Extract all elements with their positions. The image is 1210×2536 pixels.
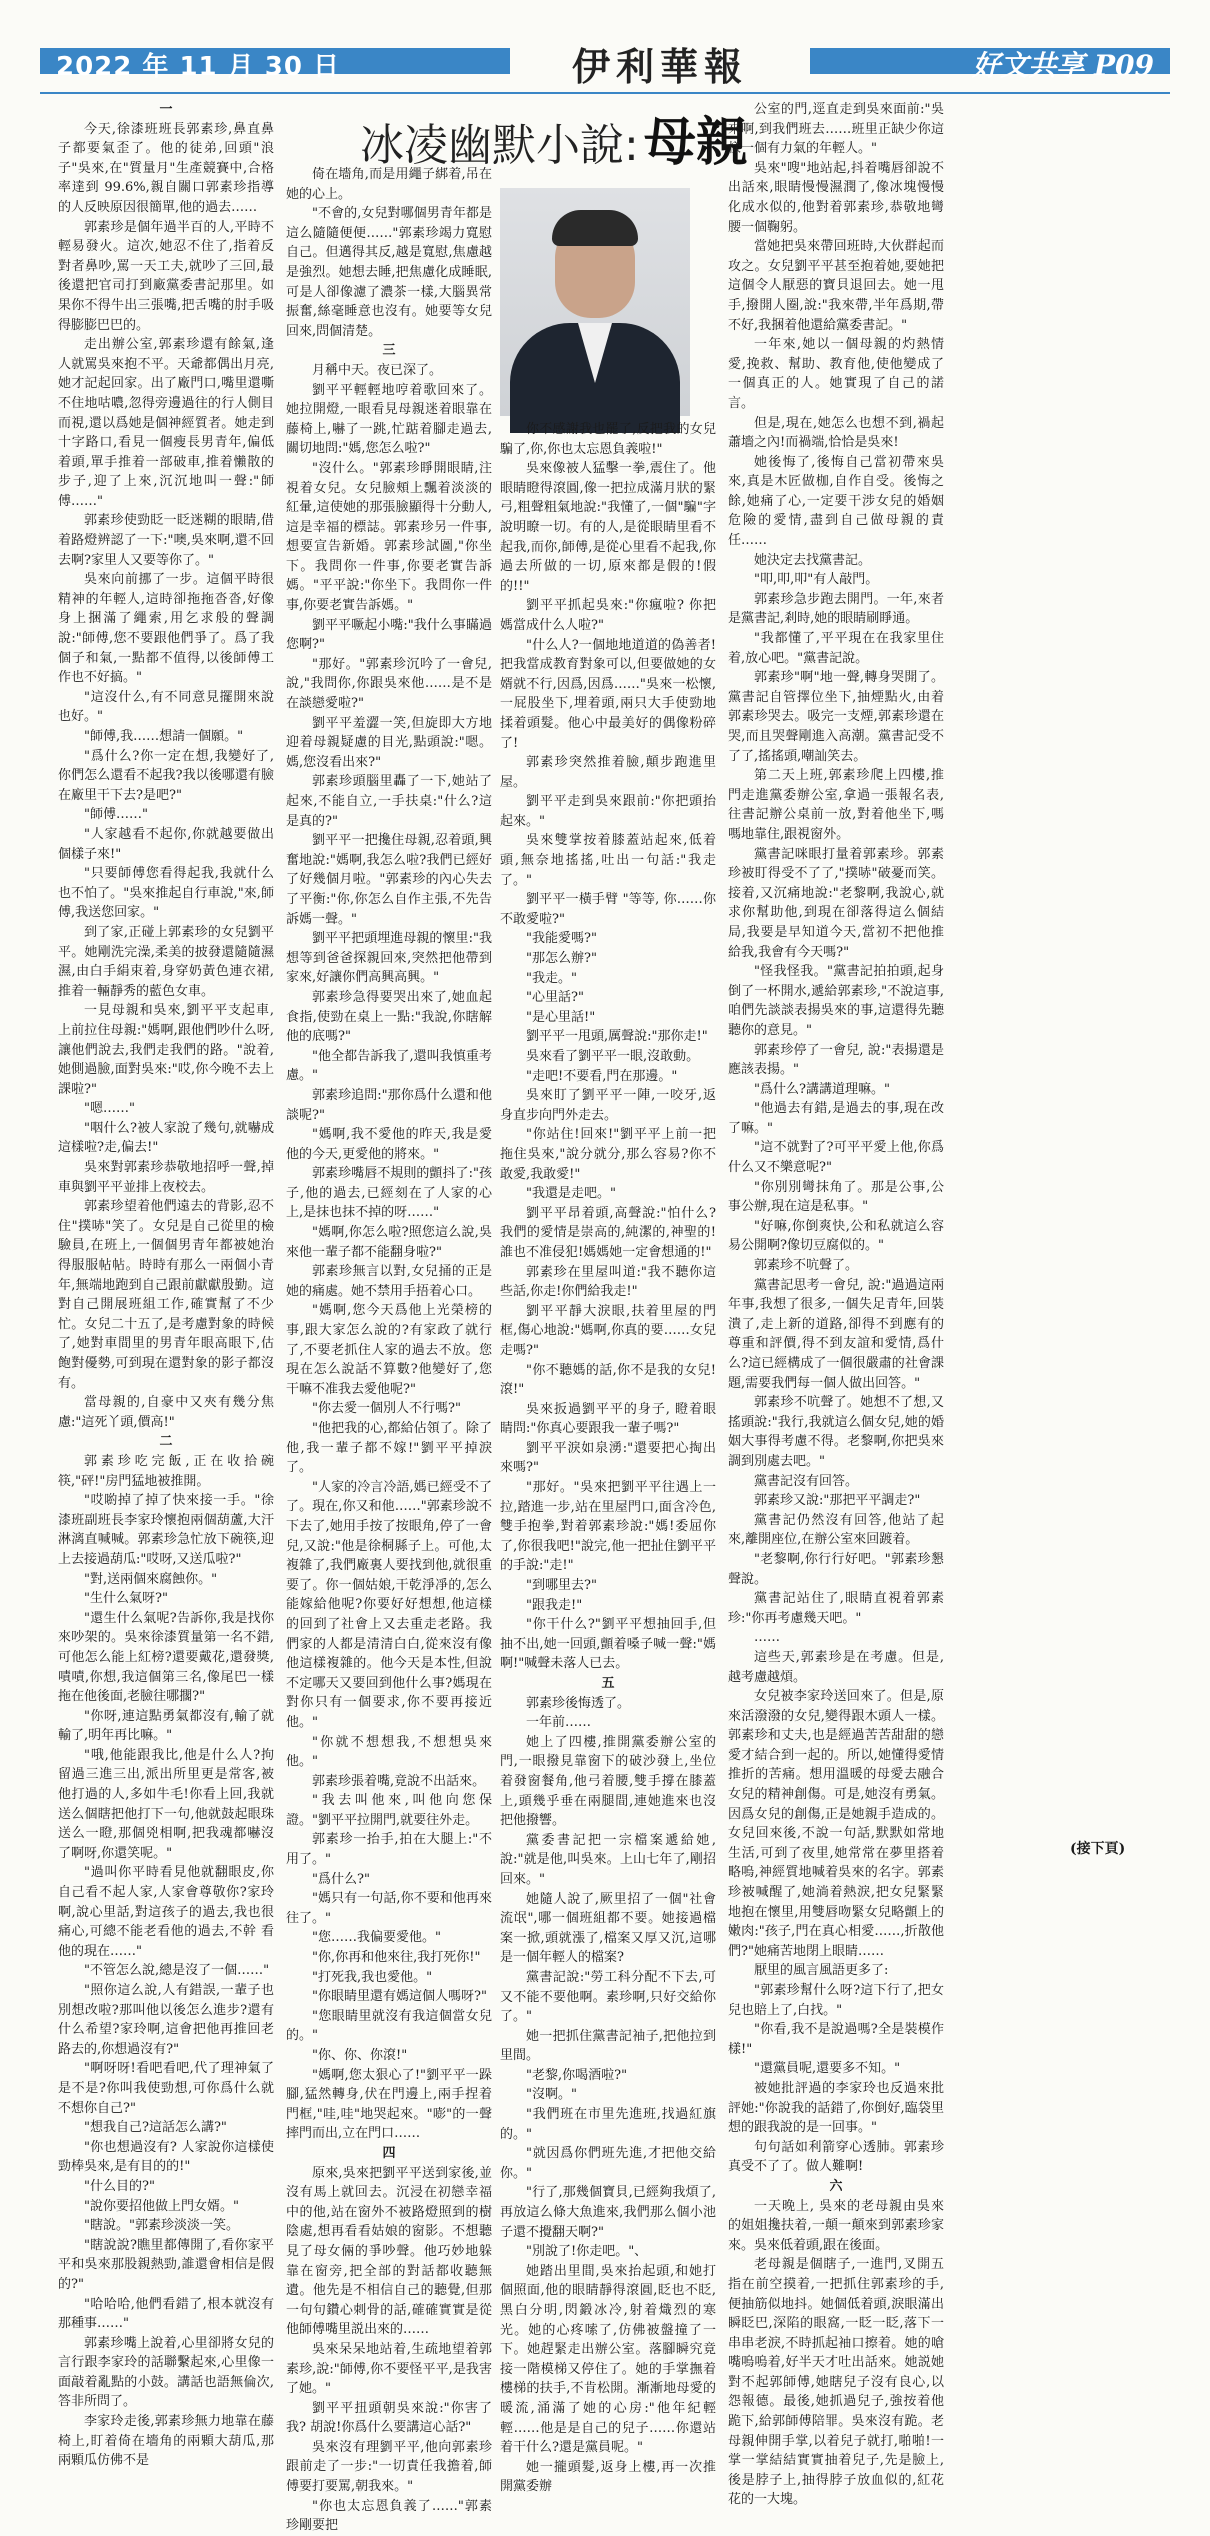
paragraph: 劉平平昂着頭,高聲說:"怕什么?我們的愛情是崇高的,純潔的,神聖的!誰也不准侵犯!媽媽她一定會想通的!" — [500, 1205, 716, 1260]
paragraph: "郭素珍幫什么呀?這下行了,把女兒也賠上了,白找。" — [728, 1983, 944, 2018]
paragraph: "你呀,連這點勇氣都沒有,輸了就輸了,明年再比嘛。" — [58, 1708, 274, 1744]
paragraph: 她決定去找黨書記。 — [754, 552, 872, 568]
paragraph: 吳來盯了劉平平一陣,一咬牙,返身直步向門外走去。 — [500, 1088, 716, 1123]
paragraph: 郭素珍急得要哭出來了,她血起食指,使勁在桌上一點:"我說,你瞎解他的底嗎?" — [286, 989, 492, 1045]
paragraph: "你看,我不是說過嗎?全是裝模作樣!" — [728, 2022, 944, 2057]
paragraph: "什么人?一個地地道道的偽善者!把我當成教育對象可以,但要做她的女婿就不行,因爲,因爲……"吳來一松懷,一屁股坐下,埋着頭,兩只大手使勁地揉着頭髮。他心中最美好的偶像粉碎了! — [500, 637, 716, 751]
paragraph: "是心里話!" — [526, 1009, 596, 1025]
paragraph: "媽啊,您今天爲他上光榮榜的事,跟大家怎么說的?有家政了就行了,不要老抓住人家的過去不放。您現在怎么說話不算數?他變好了,您干嘛不准我去愛他呢?" — [286, 1303, 492, 1397]
paragraph: "你別別彎抹角了。那是公事,公事公辦,現在這是私事。" — [728, 1179, 944, 1215]
paragraph: 郭素珍使勁眨一眨迷糊的眼睛,借着路燈辨認了一下:"噢,吳來啊,還不回去啊?家里人又要等你了。" — [58, 513, 274, 568]
paragraph: "行了,那幾個寶貝,已經夠我煩了,再放這么條大魚進來,我們那么個小池子還不攪翻天啊?" — [500, 2185, 716, 2240]
paragraph: 厭里的風言風語更多了: — [754, 1963, 889, 1979]
paragraph: 劉平平淚如泉湧:"還要把心掏出來嗎?" — [500, 1440, 716, 1476]
paragraph: "你站住!回來!"劉平平上前一把拖住吳來,"說分就分,那么容易?你不敢愛,我敢愛!" — [500, 1127, 716, 1182]
paragraph: "過叫你平時看見他就翻眼皮,你自己看不起人家,人家會尊敬你?家玲啊,說心里話,對這孩子的過去,我也很痛心,可總不能老看他的過去,不幹 看他的現在……" — [58, 1865, 274, 1959]
paragraph: …… — [754, 1630, 780, 1646]
section-number: 三 — [382, 343, 396, 359]
paragraph: "這不就對了?可平平愛上他,你爲什么又不樂意呢?" — [728, 1140, 944, 1176]
paragraph: 劉平平把頭埋進母親的懷里:"我想等到爸爸探親回來,突然把他帶到家來,好讓你們高興高興。" — [286, 931, 492, 986]
paragraph: 一天晚上, 吳來的老母親由吳來的姐姐攙扶着,一顛一顛來到郭素珍家來。吳來低着頭,跟在後面。 — [728, 2198, 944, 2253]
header-rule — [40, 92, 1170, 94]
paragraph: "你去愛一個別人不行嗎?" — [312, 1401, 461, 1417]
paragraph: 一見母親和吳來,劉平平支起車,上前拉住母親:"媽啊,跟他們吵什么呀,讓他們說去,我們走我們的路。"說着,她側過臉,面對吳來:"哎,你今晚不去上課啦?" — [58, 1003, 274, 1097]
paragraph: 原來,吳來把劉平平送到家後,並沒有馬上就回去。沉浸在初戀幸福中的他,站在窗外不被路燈照到的樹陰處,想再看看姑娘的窗影。不想聽見了母女倆的爭吵聲。他巧妙地躲靠在窗旁,把全部的對話都收聽無遺。他先是不相信自己的聽覺,但那一句句鑽心刺骨的話,確確實實是從他師傅嘴里説出來的…… — [286, 2165, 492, 2338]
paragraph: "師傅……" — [84, 807, 148, 823]
paragraph: 到了家,正碰上郭素珍的女兒劉平平。她剛洗完澡,柔美的披發還隨隨濕濕,由白手絹束着,身穿奶黃色連衣裙,推着一輛靜秀的藍色女車。 — [58, 924, 274, 999]
paragraph: 劉平平一橫手臂 "等等, 你……你不敢愛啦?" — [500, 892, 716, 927]
paragraph: 劉平平走到吳來跟前:"你把頭抬起來。" — [500, 794, 716, 829]
paragraph: 郭素珍急步跑去開門。一年,來者是黨書記,剎時,她的眼睛刷睜通。 — [728, 591, 944, 627]
paragraph: "還黨員呢,還要多不知。" — [754, 2061, 901, 2077]
paragraph: 吳來看了劉平平一眼,沒敢動。 — [526, 1049, 700, 1064]
section-number: 二 — [159, 1434, 173, 1450]
paragraph: "說你要招他做上門女婿。" — [84, 2198, 239, 2214]
section-number: 四 — [382, 2145, 396, 2161]
paragraph: "只要師傅您看得起我,我就什么也不怕了。"吳來推起自行車說,"來,師傅,我送您回家。" — [58, 866, 274, 921]
paragraph: "老黎,你喝酒啦?" — [526, 2067, 628, 2083]
paragraph: 第二天上班,郭素珍爬上四樓,推門走進黨委辦公室,拿過一張報名表,往書記辦公桌前一放,對着他坐下,嗎嗎地靠住,跟視窗外。 — [728, 768, 944, 842]
paragraph: "那好。"吳來把劉平平往遇上一拉,踏進一步,站在里屋門口,面含冷色,雙手抱拳,對着郭素珍說:"媽!委屈你了,你很我吧!"說完,他一把扯住劉平平的手說:"走!" — [500, 1480, 716, 1574]
paragraph: "還生什么氣呢?告訴你,我是找你來吵架的。吳來徐漆質量第一名不錯,可他怎么能上紅榜?還要戴花,還發獎,嘖嘖,你想,我這個第三名,像尾巴一樣拖在他後面,老臉往哪擱?" — [58, 1610, 274, 1705]
paragraph: 郭素珍望着他們遠去的背影,忍不住"撲哧"笑了。女兒是自己從里的檢驗員,在班上,一個個男青年都被她治得服服帖帖。時時有那么一兩個小青年,無端地跑到自己跟前獻獻殷勤。這對自己開展班組工作,確實幫了不少忙。女兒二十五了,是考慮對象的時候了,她對車間里的男青年眼高眼下,估飽對優勢,可到現在還對象的影子都沒有。 — [58, 1199, 274, 1391]
paragraph: "想我自己?這話怎么講?" — [84, 2120, 227, 2136]
paragraph: "您眼睛里就沒有我這個當女兒的。" — [286, 2008, 492, 2044]
section-label: 好文共享 P09 — [972, 49, 1154, 82]
page-header — [40, 36, 1170, 88]
paragraph: 句句話如利箭穿心透肺。郭素珍真受不了了。做人難啊! — [728, 2139, 944, 2175]
paragraph: "他過去有錯,是過去的事,現在改了嘛。" — [728, 1101, 944, 1136]
paragraph: 郭素珍嘴上說着,心里卻將女兒的言行跟李家玲的話聯繫起來,心里像一面敲着亂點的小鼓。講話也語無倫次,答非所問了。 — [58, 2335, 274, 2410]
paragraph: "打死我,我也愛他。" — [312, 1969, 433, 1985]
paragraph: 黨書記仍然沒有回答,他站了起來,離開座位,在辦公室來回踱着。 — [728, 1512, 944, 1548]
paragraph: "啊呀呀!看吧看吧,代了理神氣了是不是?你叫我使勁想,可你爲什么就不想你自己?" — [58, 2061, 274, 2116]
paragraph: 黨委書記把一宗檔案遞給她,說:"就是他,叫吳來。上山七年了,剛招回來。" — [500, 1832, 716, 1887]
paragraph: 當母親的,自豪中又夾有幾分焦慮:"這死丫頭,價高!" — [58, 1395, 274, 1430]
paragraph: "嗯……" — [84, 1101, 135, 1117]
paragraph: "我都懂了,平平現在在我家里住着,放心吧。"黨書記說。 — [728, 631, 944, 666]
paragraph: 郭素珍追問:"那你爲什么還和他談呢?" — [286, 1087, 492, 1123]
paragraph: "你就不想想我,不想想吳來他。" — [286, 1734, 492, 1770]
paragraph: "爲什么?你一定在想,我變好了,你們怎么還看不起我?我以後哪還有臉在廠里干下去?是吧?" — [58, 748, 274, 803]
paragraph: "不管怎么說,總是沒了一個……" — [84, 1963, 270, 1979]
paragraph: 她踏出里間,吳來抬起頭,和她打個照面,他的眼睛靜得滾圓,眨也不眨,黑白分明,閃鍛冰冷,射着熾烈的寒光。她的心疼嗦了,仿佛被盤撞了一下。她趕緊走出辦公室。落腳瞬究竟接一階模梯又停住了。她的手掌撫着樓梯的扶手,不肯松開。漸漸地母愛的暖流,涌滿了她的心房:"他年紀輕輕……他是是自己的兒子……你還站着干什么?還是黨員呢。" — [500, 2263, 716, 2456]
paragraph: 吳來呆呆地站着,生疏地望着郭素珍,說:"師傅,你不要怪平平,是我害了她。" — [286, 2341, 492, 2397]
paragraph: 吳來對郭素珍恭敬地招呼一聲,掉車與劉平平並排上夜校去。 — [58, 1160, 274, 1195]
paragraph: 但是,現在,她怎么也想不到,禍起蕭墻之內!而禍端,恰恰是吳來! — [728, 415, 944, 451]
paragraph: 她一把抓住黨書記袖子,把他拉到里間。 — [500, 2028, 716, 2064]
paragraph: 郭素珍頭腦里轟了一下,她站了起來,不能自立,一手扶桌:"什么?這是真的?" — [286, 774, 492, 829]
paragraph: 郭素珍"啊"地一聲,轉身哭開了。黨書記自管擇位坐下,抽煙點火,由着郭素珍哭去。吸完一支煙,郭素珍還在哭,而且哭聲剛進入高潮。黨書記受不了了,搖搖頭,嘲訕笑去。 — [728, 670, 944, 764]
paragraph: "媽啊,你怎么啦?照您這么說,吳來他一輩子都不能翻身啦?" — [286, 1225, 492, 1260]
paragraph: 吳來向前挪了一步。這個平時很精神的年輕人,這時卻拖拖沓沓,好像身上捆滿了繩索,用乞求般的聲調說:"師傅,您不要跟他們爭了。爲了我個子和氣,一點都不值得,以後師傅工作也不好搞。" — [58, 572, 274, 686]
paragraph: "他全都告訴我了,還叫我慎重考慮。" — [286, 1048, 492, 1084]
paragraph: "心里話?" — [526, 990, 584, 1006]
paragraph: 郭素珍不吭聲了。她想不了想,又搖頭說:"我行,我就這么個女兒,她的婚姻大事得考慮不得。老黎啊,你把吳來調到別處去吧。" — [728, 1395, 944, 1469]
paragraph: "生什么氣呀?" — [84, 1591, 168, 1607]
paragraph: 她隨人說了,厥里招了一個"社會流氓",哪一個班組都不要。她接過檔案一掀,頭就漲了,檔案又厚又沉,這哪是一個年輕人的檔案? — [500, 1891, 716, 1966]
paragraph: 郭素珍不吭聲了。 — [754, 1258, 859, 1274]
newspaper-name: 伊利華報 — [571, 44, 748, 89]
paragraph: "爲什么?" — [312, 1871, 370, 1887]
paragraph: "那好。"郭素珍沉吟了一會兒,說,"我問你,你跟吳來他……是不是在談戀愛啦?" — [286, 656, 492, 712]
paragraph: 老母親是個瞎子,一進門,叉開五指在前空摸着,一把抓住郭素珍的手,便抽筋似地抖。她個低着頭,淚眼滿出瞬眨巴,深陷的眼窩,一眨一眨,落下一串串老淚,不時抓起袖口擦着。她的嗆嘴嗚嗚着,好半天才吐出話來。她説她對不起郭師傅,她瞎兒子沒有良心,以怨報德。最後,她抓過兒子,強按着他跪下,給郭師傅陪罪。吳來沒有跪。老母親伸開手掌,以着兒子就打,啪啪!一掌一掌結結實實抽着兒子,先是臉上,後是脖子上,抽得脖子放血似的,紅花花的一大塊。 — [728, 2257, 944, 2508]
paragraph: "我去叫他來,叫他向您保證。"劉平平拉開門,就要往外走。 — [286, 1793, 492, 1828]
paragraph: "您……我偏要愛他。" — [312, 1930, 441, 1946]
paragraph: "就因爲你們班先進,才把他交給你。" — [500, 2146, 716, 2181]
paragraph: 當她把吳來帶回班時,大伙群起而攻之。女兒劉平平甚至抱着她,要她把這個令人厭惡的寶貝退回去。她一甩手,撥開人圈,說:"我來帶,半年爲期,帶不好,我捆着他還給黨委書記。" — [728, 239, 944, 333]
paragraph: 李家玲走後,郭素珍無力地靠在藤椅上,盯着倚在墻角的兩顆大葫瓜,那兩顆瓜仿佛不是 — [58, 2414, 274, 2469]
paragraph: 黨書記站住了,眼睛直視着郭素珍:"你再考慮幾天吧。" — [728, 1591, 944, 1626]
paragraph: "你眼睛里還有媽這個人嗎呀?" — [312, 1989, 487, 2005]
paragraph: "媽啊,我不愛他的昨天,我是愛他的今天,更愛他的將來。" — [286, 1127, 492, 1162]
paragraph: 郭素珍張着嘴,竟說不出話來。 — [312, 1773, 486, 1789]
article-column-2 — [286, 165, 492, 2534]
paragraph: "哈哈哈,他們看錯了,根本就沒有那種事……" — [58, 2296, 274, 2332]
paragraph: 一年前…… — [526, 1715, 592, 1731]
paragraph: "瞎說。"郭素珍淡淡一笑。 — [84, 2218, 239, 2234]
author-portrait-photo — [500, 188, 690, 416]
paragraph: 吳來扳過劉平平的身子, 瞪着眼睛問:"你真心要跟我一輩子嗎?" — [500, 1401, 716, 1437]
paragraph: 劉平平噘起小嘴:"我什么事瞞過您啊?" — [286, 617, 492, 653]
paragraph: 郭素珍在里屋叫道:"我不聽你這些話,你走!你們給我走!" — [500, 1264, 716, 1300]
paragraph: "好嘛,你倒爽快,公和私就這么容易公開啊?像切豆腐似的。" — [728, 1218, 944, 1254]
paragraph: 她後悔了,後悔自己當初帶來吳來,真是木匠做枷,自作自受。後悔之餘,她痛了心,一定要干涉女兒的婚姻危險的愛情,盡到自己做母親的責任…… — [728, 454, 944, 549]
paragraph: "你、你、你滾!" — [312, 2048, 408, 2063]
article-column-1 — [58, 100, 274, 2469]
paragraph: "人家越看不起你,你就越要做出個樣子來!" — [58, 826, 274, 862]
paragraph: 黨書記咪眼打量着郭素珍。郭素珍被盯得受不了了,"撲哧"破憂而笑。接着,又沉痛地說:"老黎啊,我說心,就求你幫助他,到現在卻落得這么個結局,我要是早知道今天,當初不把他推給我,我會有今天嗎?" — [728, 846, 944, 960]
paragraph: 吳來像被人猛擊一拳,震住了。他眼睛瞪得滾圓,像一把拉成滿月狀的緊弓,粗聲粗氣地說:"我懂了,一個"騙"字說明瞭一切。有的人,是從眼睛里看不起我,而你,師傅,是從心里看不起我,你過去所做的一切,原來都是假的!假的!!" — [500, 461, 716, 594]
paragraph: "我能愛嗎?" — [526, 931, 597, 947]
paragraph: 郭素珍嘴唇不規則的顫抖了:"孩子,他的過去,已經刻在了人家的心上,是抹也抹不掉的呀……" — [286, 1166, 492, 1221]
paragraph: "老黎啊,你行行好吧。"郭素珍懇聲說。 — [728, 1551, 944, 1587]
paragraph: "我們班在市里先進班,找過紅旗的。" — [500, 2107, 716, 2142]
paragraph: "你也太忘恩負義了……"郭素珍剛要把 — [286, 2498, 492, 2534]
paragraph: "沒啊。" — [526, 2087, 577, 2103]
paragraph: "哎喲掉了掉了快來接一手。"徐漆班副班長李家玲懷抱兩個葫蘆,大汗淋漓直喊喊。郭素珍急忙放下碗筷,迎上去接過葫瓜:"哎呀,又送瓜啦?" — [58, 1493, 274, 1567]
paragraph: "我還是走吧。" — [526, 1186, 616, 1202]
paragraph: "什么目的?" — [84, 2178, 155, 2194]
paragraph: 吳來雙掌按着膝蓋站起來,低着頭,無奈地搖搖,吐出一句話:"我走了。" — [500, 833, 716, 888]
article-column-3 — [500, 420, 716, 2495]
paragraph: 一年來,她以一個母親的灼熱情愛,挽救、幫助、教育他,使他變成了一個真正的人。她實現了自己的諾言。 — [728, 337, 944, 411]
paragraph: 被她批評過的李家玲也反過來批評她:"你說我的話錯了,你倒好,臨袋里想的跟我說的是一回事。" — [728, 2080, 944, 2136]
paragraph: "哦,他能跟我比,他是什么人?拘留過三進三出,派出所里更是常客,被他打過的人,多如牛毛!你看上回,我就送么個瞎把他打下一句,他就鼓起眼珠送么一瞪,那個兇相啊,把我魂都嚇沒了啊呀,你還笑呢。" — [58, 1747, 274, 1861]
paragraph: "我走。" — [526, 970, 577, 986]
paragraph: 劉平平抓起吳來:"你瘋啦? 你把媽當成什么人啦?" — [500, 598, 716, 633]
paragraph: 郭素珍無言以對,女兒捅的正是她的痛處。她不禁用手捂着心口。 — [286, 1264, 492, 1299]
section-number: 六 — [829, 2178, 843, 2194]
paragraph: 劉平平一甩頭,厲聲說:"那你走!" — [526, 1029, 708, 1045]
paragraph: 黨書記思考一會兒, 說:"過過這兩年事,我想了很多,一個失足青年,回裝潰了,走上新的道路,卻得不到應有的尊重和評價,得不到友誼和愛情,爲什么?這已經構成了一個很嚴肅的社會課題,需要我們每一個人做出回答。" — [728, 1277, 944, 1391]
paragraph: "叩,叩,叩"有人敲門。 — [754, 572, 879, 588]
paragraph: "對,送兩個來腐蝕你。" — [84, 1571, 218, 1587]
paragraph: "人家的冷言冷語,媽已經受不了了。現在,你又和他……"郭素珍說不下去了,她用手按了按眼角,停了一會兒,又說:"他是徐桐縣子上。可他,太複雜了,我們廠裏人要找到他,就很重要了。你一個姑娘,干乾淨凈的,怎么能嫁給他呢?你要好好想想,他這樣的回到了社會上又去重走老路。我們家的人都是清清白白,從來沒有像他這樣複雜的。他今天是本性,但說不定哪天又要回到他什么事?媽現在對你只有一個要求,你不要再接近他。" — [286, 1479, 492, 1730]
paragraph: 你不感謝我也罷了,反把我的女兒騙了,你,你也太忘恩負義啦!" — [500, 422, 716, 457]
paragraph: "咽什么?被人家說了幾句,就嚇成這樣啦?走,偏去!" — [58, 1120, 274, 1156]
paragraph: "走吧!不要看,門在那邊。" — [526, 1068, 678, 1084]
paragraph: 郭素珍是個年過半百的人,平時不輕易發火。這次,她忍不住了,指着反對者鼻吵,罵一天工夫,就吵了三回,最後還把官司打到廠黨委書記那里。如果你不得牛出三張嘴,把舌嘴的肘手吸得膨膨巴巴的。 — [58, 219, 274, 333]
paragraph: "你不聽媽的話,你不是我的女兒!滾!" — [500, 1362, 716, 1398]
paragraph: "你,你再和他來往,我打死你!" — [312, 1950, 481, 1966]
paragraph: "到哪里去?" — [526, 1578, 597, 1594]
paragraph: 公室的門,逕直走到吳來面前:"吳來啊,到我們班去……班里正缺少你這樣一個有力氣的年輕人。" — [728, 102, 944, 157]
paragraph: "師傅,我……想請一個願。" — [84, 729, 244, 744]
paragraph: "媽只有一句話,你不要和他再來往了。" — [286, 1891, 492, 1926]
paragraph: 她上了四樓,推開黨委辦公室的門,一眼撥見靠窗下的破沙發上,坐位着發窗餐角,他弓着腰,雙手撐在膝蓋上,頭幾乎垂在兩腿間,連她進來也沒把他撥響。 — [500, 1734, 716, 1829]
paragraph: "你也想過沒有? 人家說你這樣使勁棒吳來,是有目的的!" — [58, 2139, 274, 2175]
paragraph: "你干什么?"劉平平想抽回手,但抽不出,她一回頭,顫着嗓子喊一聲:"媽啊!"喊聲未落人已去。 — [500, 1617, 716, 1672]
paragraph: 劉平平靜大淚眼,扶着里屋的門框,傷心地說:"媽啊,你真的要……女兒走嗎?" — [500, 1303, 716, 1358]
paragraph: 黨書記沒有回答。 — [754, 1473, 859, 1489]
paragraph: 郭素珍又說:"那把平平調走?" — [754, 1493, 921, 1509]
paragraph: 黨書記說:"勞工科分配不下去,可又不能不要他啊。素珍啊,只好交給你了。" — [500, 1969, 716, 2025]
title-prefix: 冰凌幽默小說: — [360, 120, 639, 171]
paragraph: 走出辦公室,郭素珍還有餘氣,逢人就罵吳來抱不平。天爺都偶出月亮,她才記起回家。出了廠門口,嘴里還嘶不住地咕噥,忽得旁邊過往的行人側目而視,還以爲她是個神經質者。她走到十字路口,看見一個瘦長男青年,偏低着頭,單手推着一部破車,推着懶散的步子,迎了上來,沉沉地叫一聲:"師傅……" — [58, 337, 274, 509]
paragraph: 劉平平羞澀一笑,但旋即大方地迎着母親疑慮的目光,點頭說:"嗯。媽,您沒看出來?" — [286, 715, 492, 770]
paragraph: "跟我走!" — [526, 1597, 583, 1613]
paragraph: "別說了!你走吧。"、 — [526, 2244, 648, 2260]
paragraph: 倚在墻角,而是用繩子綁着,吊在她的心上。 — [286, 167, 492, 202]
paragraph: 女兒被李家玲送回來了。但是,原來活潑潑的女兒,變得跟木頭人一樣。郭素珍和丈夫,也是經過苦苦甜甜的戀愛才結合到一起的。所以,她懂得愛情推折的苦痛。想用溫暖的母愛去融合女兒的精神創傷。可是,她沒有勇氣。因爲女兒的創傷,正是她親手造成的。女兒回來後,不說一句話,默默如常地生活,可到了夜里,她常常在夢里搭着略嗚,神經質地喊着吳來的名字。郭素珍被喊醒了,她淌着熱淚,把女兒緊緊地抱在懷里,用雙唇吻緊女兒略顫上的嫩肉:"孩子,門在真心相愛……,折散他們?"她痛苦地閉上眼睛…… — [728, 1689, 944, 1959]
paragraph: 劉平平扭頭朝吳來說:"你害了我? 胡說!你爲什么要講這心話?" — [286, 2400, 492, 2436]
paragraph: 劉平平輕輕地哼着歌回來了。她拉開燈,一眼看見母親迷着眼靠在藤椅上,嚇了一跳,忙踮着腳走過去,關切地問:"媽,您怎么啦?" — [286, 382, 492, 457]
paragraph: 她一攏頭髮,返身上樓,再一次推開黨委辦 — [500, 2459, 716, 2495]
paragraph: "怪我怪我。"黨書記拍拍頭,起身倒了一杯開水,遞給郭素珍,"不說這事,咱們先談談表揚吳來的事,這還得先聽聽你的意見。" — [728, 964, 944, 1038]
paragraph: "照你這么說,人有錯誤,一輩子也別想改啦?那叫他以後怎么進步?還有什么希望?家玲啊,這會把他再推回老路去的,你想過沒有?" — [58, 1983, 274, 2057]
paragraph: 劉平平一把攙住母親,忍着頭,興奮地說:"媽啊,我怎么啦?我們已經好了好幾個月啦。"郭素珍的內心失去了平衡:"你,你怎么自作主張,不先告訴媽一聲。" — [286, 833, 492, 927]
paragraph: "這沒什么,有不同意見擺開來說也好。" — [58, 689, 274, 725]
paragraph: 郭素珍吃完飯,正在收拾碗筷,"砰!"房門猛地被推開。 — [58, 1453, 274, 1489]
paragraph: 吳來"嗖"地站起,抖着嘴唇卻說不出話來,眼睛慢慢濕潤了,像冰塊慢慢化成水似的,他對着郭素珍,恭敬地彎腰一個鞠躬。 — [728, 160, 944, 235]
paragraph: "爲什么?講講道理嘛。" — [754, 1081, 890, 1097]
paragraph: 郭素珍後悔透了。 — [526, 1695, 631, 1711]
title-main: 母親 — [643, 112, 748, 173]
paragraph: 郭素珍突然推着臉,顛步跑進里屋。 — [500, 755, 716, 790]
paragraph: 這些天,郭素珍是在考慮。但是,越考慮越煩。 — [728, 1649, 944, 1685]
paragraph: "那怎么辦?" — [526, 951, 597, 967]
paragraph: 今天,徐漆班班長郭素珍,鼻直鼻子都要氣歪了。他的徒弟,回頭"浪子"吳來,在"質量月"生產競賽中,合格率達到 99.6%,親自關口郭素珍指導的人反映原因很簡單,他的過去…… — [58, 121, 274, 215]
paragraph: "他把我的心,都給佔領了。除了他,我一輩子都不嫁!"劉平平掉淚了。 — [286, 1421, 492, 1476]
continued-note: (接下頁) — [1070, 1841, 1126, 1857]
paragraph: "媽啊,您太狠心了!"劉平平一跺腳,猛然轉身,伏在門邊上,兩手捏着門框,"哇,哇"地哭起來。"嘭"的一聲摔門而出,立在門口…… — [286, 2067, 492, 2142]
article-column-4 — [728, 100, 944, 2508]
paragraph: "不會的,女兒對哪個男青年都是這么隨隨便便……"郭素珍竭力寬慰自己。但邁得其反,越是寬慰,焦慮越是強烈。她想去睡,把焦慮化成睡眠,可是人卻像濾了濃茶一樣,大腦異常振奮,絲毫睡意也沒有。她要等女兒回來,問個清楚。 — [286, 206, 492, 339]
paragraph: 吳來沒有理劉平平,他向郭素珍跟前走了一步:"一切責任我擔着,師傅要打要罵,朝我來。" — [286, 2439, 492, 2495]
paragraph: "瞎說說?瞧里都傳開了,看你家平平和吳來那股親熱勁,誰還會相信是假的?" — [58, 2237, 274, 2292]
paragraph: 郭素珍一抬手,拍在大腿上:"不用了。" — [286, 1832, 492, 1868]
paragraph: 郭素珍停了一會兒, 說:"表揚還是應該表揚。" — [728, 1042, 944, 1078]
paragraph: "沒什么。"郭素珍睜開眼睛,注視着女兒。女兒臉頰上飄着淡淡的紅暈,這使她的那張臉顯得十分動人,這是幸福的標誌。郭素珍另一件事,想要宣告新婚。郭素珍試圖,"你坐下。我問你一件事,你要老實告訴媽。"平平說:"你坐下。我問你一件事,你要老實告訴媽。" — [286, 460, 492, 614]
section-number: 一 — [159, 102, 173, 117]
paragraph: 月稱中天。夜已深了。 — [312, 362, 443, 378]
section-number: 五 — [601, 1676, 615, 1691]
issue-date: 2022 年 11 月 30 日 — [56, 52, 340, 82]
